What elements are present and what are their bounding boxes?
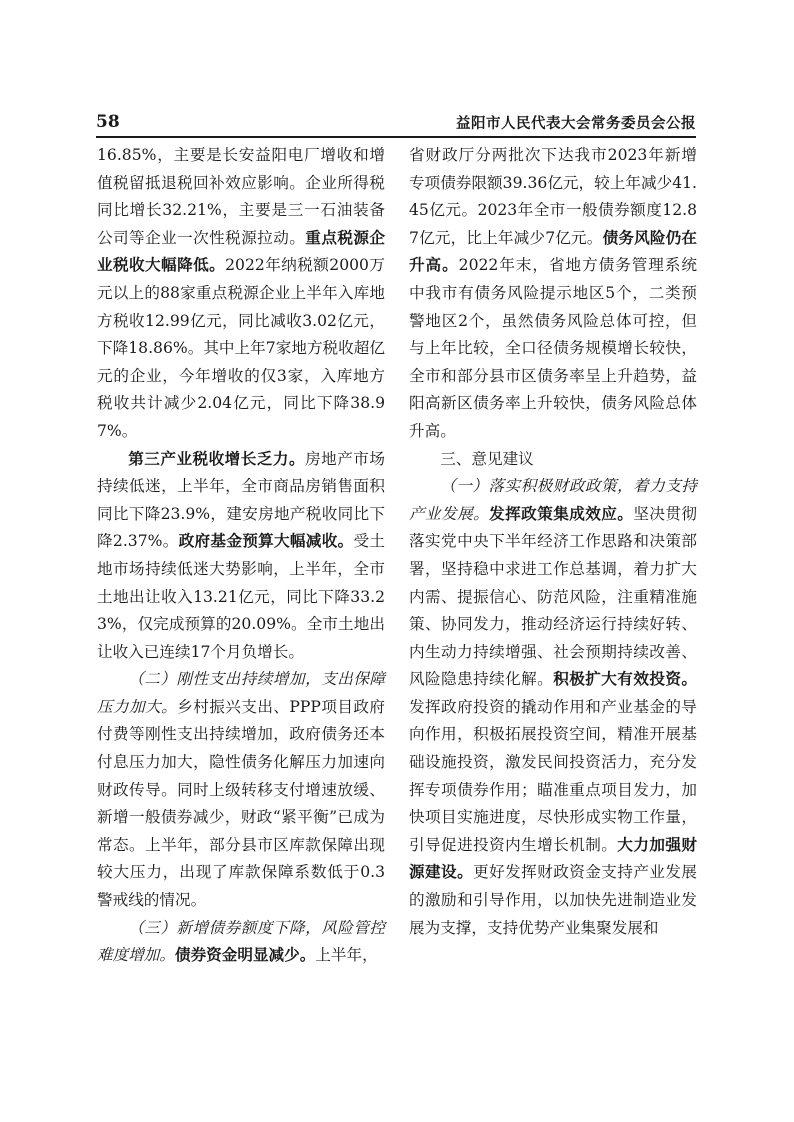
bold-lead-phrase: 政府基金预算大幅减收。 xyxy=(178,532,354,551)
bold-lead-phrase: 重点税源企业税收大幅降低。 xyxy=(97,228,385,275)
paragraph xyxy=(97,915,385,970)
text-run: 房地产市场持续低迷，上半年，全市商品房销售面积同比下降23.9%，建安房地产税收同比下降2.37%。 xyxy=(97,449,385,551)
section-heading: 三、意见建议 xyxy=(440,449,534,468)
bold-lead-phrase: 积极扩大有效投资。 xyxy=(553,670,697,689)
subsection-heading: （一）落实积极财政政策，着力支持产业发展。 xyxy=(409,477,697,523)
text-run: 16.85%，主要是长安益阳电厂增收和增值税留抵退税回补效应影响。企业所得税同比增长32.21%，主要是三一石油装备公司等企业一次性税源拉动。 xyxy=(97,146,385,247)
paragraph xyxy=(97,446,385,667)
text-run: 省财政厅分两批次下达我市2023年新增专项债券限额39.36亿元，较上年减少41.45亿元。2023年全市一般债券额度12.87亿元，比上年减少7亿元。 xyxy=(409,146,697,247)
text-run: 更好发挥财政资金支持产业发展的激励和引导作用，以加快先进制造业发展为支撑，支持优势产业集聚发展和 xyxy=(409,863,697,937)
paragraph xyxy=(409,142,697,446)
text-run: 坚决贯彻落实党中央下半年经济工作思路和决策部署，坚持稳中求进工作总基调，着力扩大内需、提振信心、防范风险，注重精准施策、协同发力，推动经济运行持续好转、内生动力持续增强、社会预期持续改善、风险隐患持续化解。 xyxy=(409,504,697,689)
subsection-heading: （三）新增债券额度下降，风险管控难度增加。 xyxy=(97,918,385,965)
text-run: 乡村振兴支出、PPP项目政府付费等刚性支出持续增加，政府债务还本付息压力加大，隐性债务化解压力加速向财政传导。同时上级转移支付增速放缓、新增一般债券减少，财政“紧平衡”已成为常态。上半年，部分县市区库款保障出现较大压力，出现了库款保障系数低于0.3警戒线的情况。 xyxy=(97,697,386,910)
right-column xyxy=(409,142,697,942)
text-run: 2022年末，省地方债务管理系统中我市有债务风险提示地区5个，二类预警地区2个，虽然债务风险总体可控，但与上年比较，全口径债务规模增长较快，全市和部分县市区债务率呈上升趋势，益阳高新区债务率上升较快，债务风险总体升高。 xyxy=(409,256,697,440)
bold-lead-phrase: 债券资金明显减少。 xyxy=(174,946,316,965)
page-number: 58 xyxy=(96,112,120,132)
text-run: 2022年纳税额2000万元以上的88家重点税源企业上半年入库地方税收12.99亿元，同比减收3.02亿元，下降18.86%。其中上年7家地方税收超亿元的企业，今年增收的仅3家，入库地方税收共计减少2.04亿元，同比下降38.97%。 xyxy=(97,256,385,440)
text-run: 上半年， xyxy=(315,946,378,965)
paragraph xyxy=(409,473,697,942)
journal-title: 益阳市人民代表大会常务委员会公报 xyxy=(456,116,696,132)
paragraph xyxy=(97,666,385,914)
text-run: 受土地市场持续低迷大势影响，上半年，全市土地出让收入13.21亿元，同比下降33.23%，仅完成预算的20.09%。全市土地出让收入已连续17个月负增长。 xyxy=(97,532,385,661)
page-header xyxy=(96,112,696,138)
bold-lead-phrase: 第三产业税收增长乏力。 xyxy=(128,449,306,468)
header-rule xyxy=(96,136,696,138)
subsection-heading: （二）刚性支出持续增加，支出保障压力加大。 xyxy=(97,670,385,716)
text-run: 发挥政府投资的撬动作用和产业基金的导向作用，积极拓展投资空间，精准开展基础设施投资，激发民间投资活力，充分发挥专项债券作用；瞄准重点项目发力，加快项目实施进度，尽快形成实物工作量，引导促进投资内生增长机制。 xyxy=(409,697,697,854)
paragraph xyxy=(97,142,385,446)
bold-lead-phrase: 发挥政策集成效应。 xyxy=(489,504,634,523)
bold-lead-phrase: 大力加强财源建设。 xyxy=(409,835,697,882)
left-column xyxy=(97,142,385,970)
bold-lead-phrase: 债务风险仍在升高。 xyxy=(409,228,697,275)
